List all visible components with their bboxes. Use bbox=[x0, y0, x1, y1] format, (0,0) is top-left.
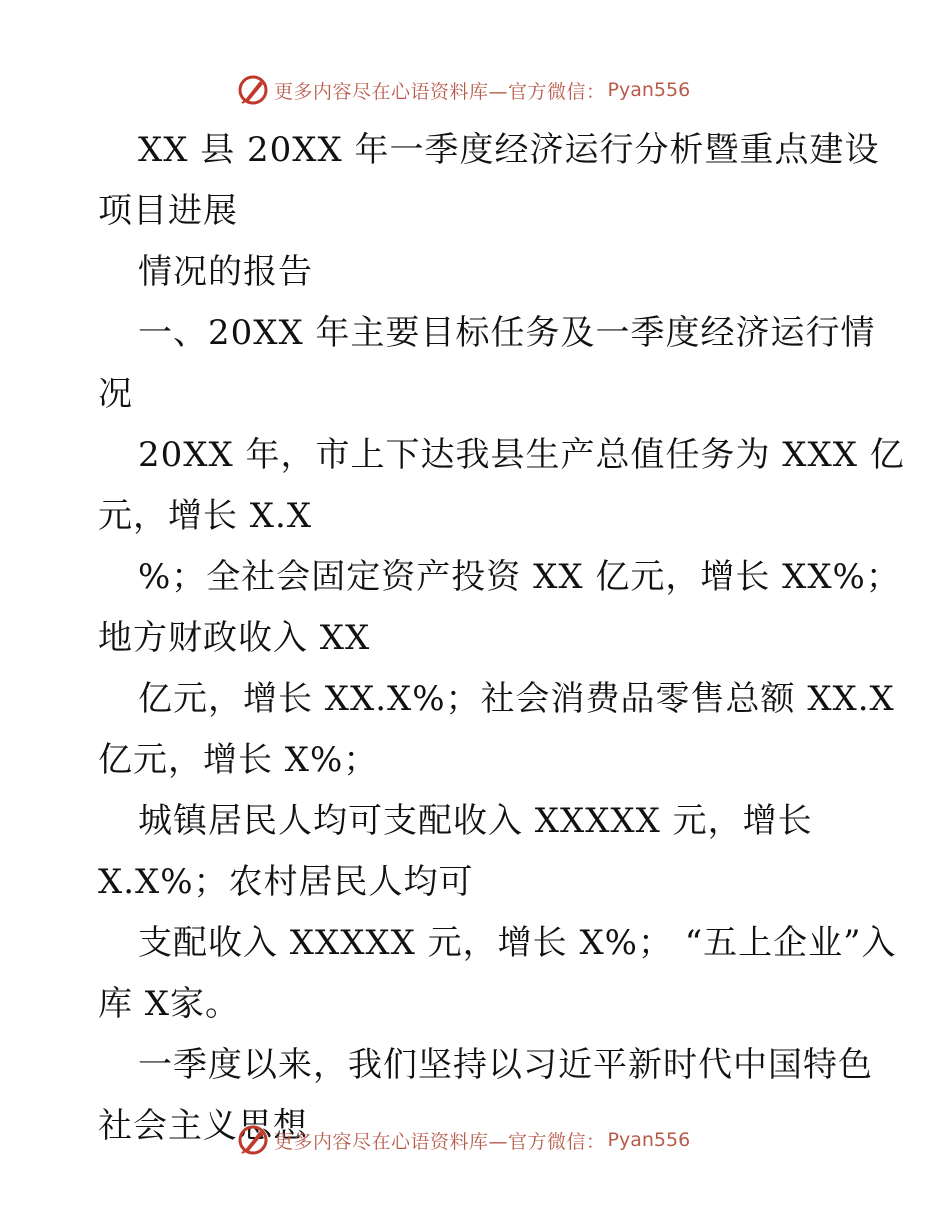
paragraph-line: 地方财政收入 XX bbox=[98, 618, 371, 658]
watermark-wechat-id: Pyan556 bbox=[607, 79, 691, 101]
section-heading-line-2: 况 bbox=[98, 374, 133, 414]
paragraph-line: 库 X家。 bbox=[98, 984, 241, 1024]
watermark-text: 更多内容尽在心语资料库—官方微信： bbox=[274, 1130, 606, 1153]
paragraph-line: 亿元，增长 X%； bbox=[98, 740, 379, 780]
quill-logo-icon bbox=[236, 73, 270, 107]
paragraph-line: X.X%；农村居民人均可 bbox=[98, 862, 474, 902]
paragraph-line: 城镇居民人均可支配收入 XXXXX 元，增长 bbox=[138, 801, 813, 841]
paragraph-line: %；全社会固定资产投资 XX 亿元，增长 XX%； bbox=[138, 557, 901, 597]
footer-watermark bbox=[236, 1122, 690, 1158]
title-line-3: 情况的报告 bbox=[138, 252, 313, 292]
watermark-wechat-id: Pyan556 bbox=[607, 1129, 691, 1151]
section-heading-line-1: 一、20XX 年主要目标任务及一季度经济运行情 bbox=[138, 313, 876, 353]
paragraph-line: 元，增长 X.X bbox=[98, 496, 313, 536]
paragraph-line: 一季度以来，我们坚持以习近平新时代中国特色 bbox=[138, 1045, 873, 1085]
header-watermark bbox=[236, 72, 690, 108]
watermark-text: 更多内容尽在心语资料库—官方微信： bbox=[274, 80, 606, 103]
paragraph-line: 社会主义思想 bbox=[98, 1106, 308, 1146]
title-line-1: XX 县 20XX 年一季度经济运行分析暨重点建设 bbox=[138, 130, 880, 170]
quill-logo-icon bbox=[236, 1123, 270, 1157]
paragraph-line: 亿元，增长 XX.X%；社会消费品零售总额 XX.X bbox=[138, 679, 895, 719]
paragraph-line: 支配收入 XXXXX 元，增长 X%； “五上企业”入 bbox=[138, 923, 897, 963]
document-body bbox=[98, 120, 905, 1157]
paragraph-line: 20XX 年，市上下达我县生产总值任务为 XXX 亿 bbox=[138, 435, 905, 475]
title-line-2: 项目进展 bbox=[98, 191, 238, 231]
